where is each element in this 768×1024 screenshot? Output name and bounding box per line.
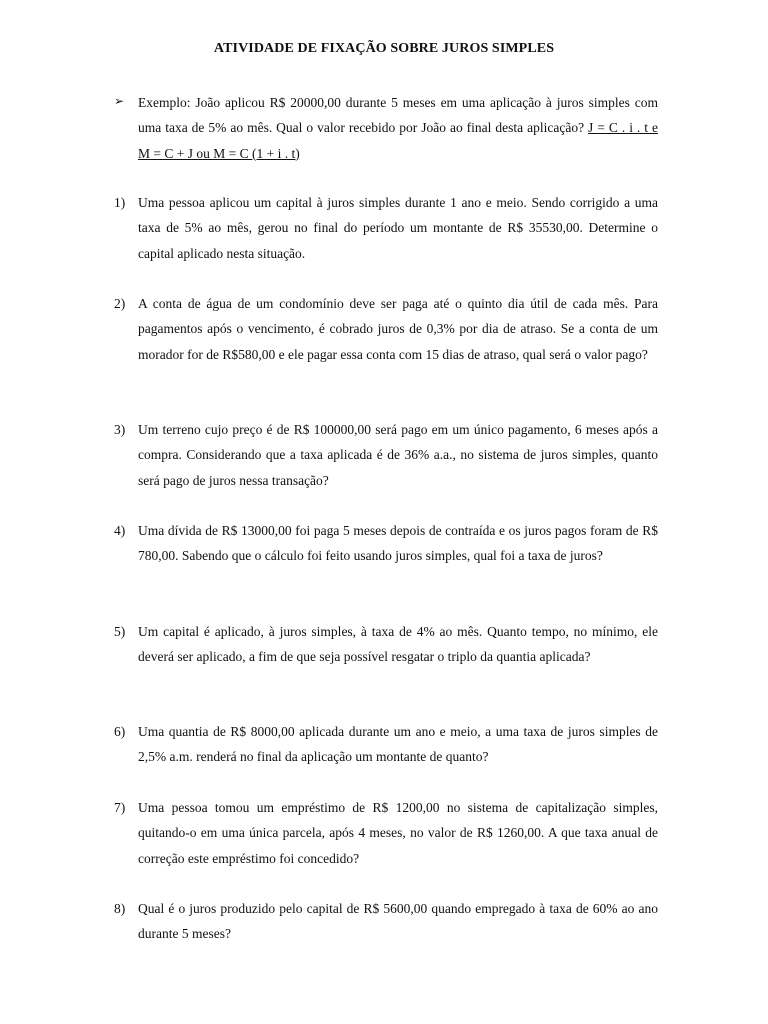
question-item-8 (114, 896, 658, 947)
question-item-2 (114, 291, 658, 367)
question-text: Um terreno cujo preço é de R$ 100000,00 será pago em um único pagamento, 6 meses após a compra. Considerando que a taxa aplicada é de 36% a.a., no sistema de juros simples, quanto será pago de juros nessa transação? (138, 422, 658, 488)
example-text: Exemplo: João aplicou R$ 20000,00 durante 5 meses em uma aplicação à juros simples com uma taxa de 5% ao mês. Qual o valor recebido por João ao final desta aplicação? (138, 95, 658, 136)
example-body (138, 90, 658, 166)
question-item-1 (114, 190, 658, 266)
example-item (114, 90, 658, 166)
question-text: A conta de água de um condomínio deve ser paga até o quinto dia útil de cada mês. Para pagamentos após o vencimento, é cobrado juros de 0,3% por dia de atraso. Se a conta de um morador for de R$580,00 e ele pagar essa conta com 15 dias de atraso, qual será o valor pago? (138, 296, 658, 362)
question-number: 4) (114, 523, 126, 538)
question-item-5 (114, 619, 658, 670)
question-text: Uma pessoa aplicou um capital à juros simples durante 1 ano e meio. Sendo corrigido a uma taxa de 5% ao mês, gerou no final do período um montante de R$ 35530,00. Determine o capital aplicado nesta situação. (138, 195, 658, 261)
example-formula: J = C . i . t e M = C + J ou M = C (1 + i . t) (138, 120, 658, 161)
question-number: 6) (114, 724, 126, 739)
page-title: ATIVIDADE DE FIXAÇÃO SOBRE JUROS SIMPLES (213, 41, 555, 56)
question-item-3 (114, 417, 658, 493)
question-item-6 (114, 719, 658, 770)
question-number: 1) (114, 195, 126, 210)
question-text: Qual é o juros produzido pelo capital de R$ 5600,00 quando empregado à taxa de 60% ao ano durante 5 meses? (138, 901, 658, 942)
question-number: 7) (114, 800, 126, 815)
question-number: 3) (114, 422, 126, 437)
question-text: Uma quantia de R$ 8000,00 aplicada durante um ano e meio, a uma taxa de juros simples de 2,5% a.m. renderá no final da aplicação um montante de quanto? (138, 724, 658, 765)
question-number: 5) (114, 624, 126, 639)
question-number: 8) (114, 901, 126, 916)
question-text: Uma dívida de R$ 13000,00 foi paga 5 meses depois de contraída e os juros pagos foram de R$ 780,00. Sabendo que o cálculo foi feito usando juros simples, qual foi a taxa de juros? (138, 523, 658, 564)
question-item-7 (114, 795, 658, 871)
question-text: Um capital é aplicado, à juros simples, à taxa de 4% ao mês. Quanto tempo, no mínimo, ele deverá ser aplicado, a fim de que seja possível resgatar o triplo da quantia aplicada? (138, 624, 658, 665)
question-item-4 (114, 518, 658, 569)
arrow-bullet-icon: ➢ (114, 94, 125, 108)
question-text: Uma pessoa tomou um empréstimo de R$ 1200,00 no sistema de capitalização simples, quitando-o em uma única parcela, após 4 meses, no valor de R$ 1260,00. A que taxa anual de correção este empréstimo foi concedido? (138, 800, 658, 866)
question-number: 2) (114, 296, 126, 311)
